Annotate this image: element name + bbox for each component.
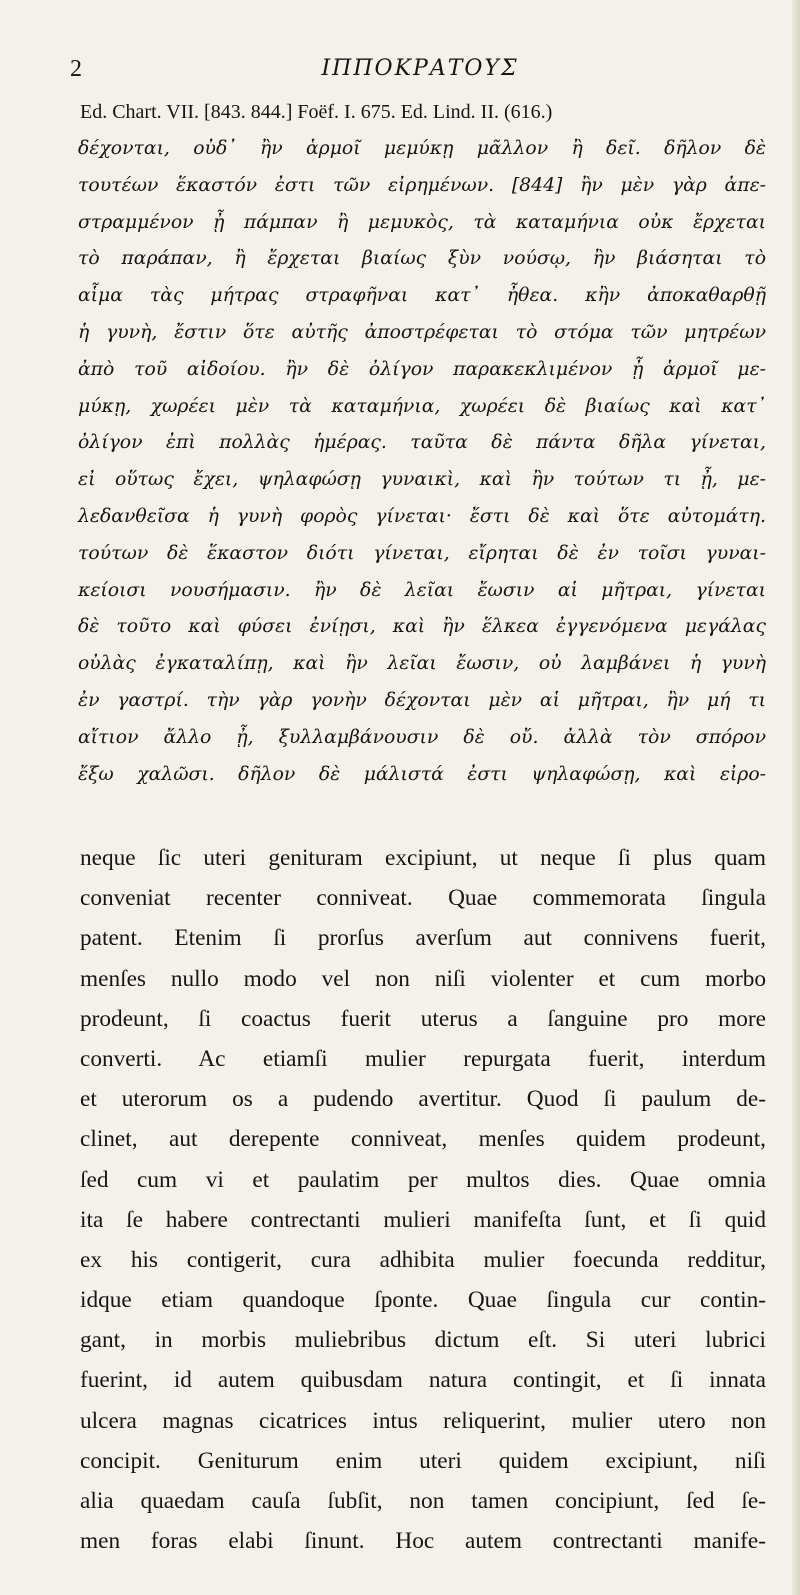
latin-text-line: ulcera magnas cicatrices intus reliquerint, mulier utero non xyxy=(80,1407,766,1434)
greek-text-line: λεδανθεῖσα ἡ γυνὴ φορὸς γίνεται· ἔστι δὲ καὶ ὅτε αὐτομάτη. xyxy=(78,505,766,527)
greek-text-line: εἰ οὕτως ἔχει, ψηλαφώσῃ γυναικὶ, καὶ ἢν τούτων τι ᾖ, με- xyxy=(78,469,766,491)
latin-text-line: neque ſic uteri genituram excipiunt, ut neque ſi plus quam xyxy=(80,845,766,871)
scan-edge-shadow xyxy=(792,0,800,1595)
greek-text-line: ἐν γαστρί. τὴν γὰρ γονὴν δέχονται μὲν αἱ μῆτραι, ἢν μή τι xyxy=(78,689,766,711)
greek-text-line: ἀπὸ τοῦ αἰδοίου. ἢν δὲ ὀλίγον παρακεκλιμένον ᾖ ἁρμοῖ με- xyxy=(78,358,766,380)
greek-text-line: τουτέων ἕκαστόν ἐστι τῶν εἰρημένων. [844] ἢν μὲν γὰρ ἀπε- xyxy=(78,174,766,196)
greek-text-line: αἴτιον ἄλλο ᾖ, ξυλλαμβάνουσιν δὲ οὔ. ἀλλὰ τὸν σπόρον xyxy=(78,726,766,748)
greek-text-line: ὀλίγον ἐπὶ πολλὰς ἡμέρας. ταῦτα δὲ πάντα δῆλα γίνεται, xyxy=(78,432,766,454)
latin-text-line: patent. Etenim ſi prorſus averſum aut connivens fuerit, xyxy=(80,925,766,952)
greek-text-line: δὲ τοῦτο καὶ φύσει ἐνίῃσι, καὶ ἢν ἕλκεα ἐγγενόμενα μεγάλας xyxy=(78,616,766,638)
greek-text-line: δέχονται, οὐδ᾽ ἢν ἁρμοῖ μεμύκῃ μᾶλλον ἢ δεῖ. δῆλον δὲ xyxy=(78,138,766,159)
latin-text-line: alia quaedam cauſa ſubſit, non tamen concipiunt, ſed ſe- xyxy=(80,1488,766,1514)
page-header xyxy=(70,52,770,86)
page-number: 2 xyxy=(70,56,82,82)
greek-text-line: τὸ παράπαν, ἢ ἔρχεται βιαίως ξὺν νούσῳ, ἢν βιάσηται τὸ xyxy=(78,248,766,270)
latin-text-line: ex his contigerit, cura adhibita mulier foecunda redditur, xyxy=(80,1246,766,1273)
latin-text-line: fuerint, id autem quibusdam natura contingit, et ſi innata xyxy=(80,1367,766,1394)
edition-reference-line: Ed. Chart. VII. [843. 844.] Foëf. I. 675. Ed. Lind. II. (616.) xyxy=(80,101,553,123)
latin-text-line: ſed cum vi et paulatim per multos dies. Quae omnia xyxy=(80,1166,766,1193)
latin-text-line: prodeunt, ſi coactus fuerit uterus a ſanguine pro more xyxy=(80,1005,766,1032)
latin-text-line: converti. Ac etiamſi mulier repurgata fuerit, interdum xyxy=(80,1045,766,1072)
latin-text-line: conveniat recenter conniveat. Quae commemorata ſingula xyxy=(80,885,766,912)
latin-text-line: menſes nullo modo vel non niſi violenter et cum morbo xyxy=(80,965,766,992)
greek-text-block xyxy=(78,131,766,793)
latin-text-block xyxy=(80,838,766,1561)
greek-text-line: στραμμένον ᾖ πάμπαν ἢ μεμυκὸς, τὰ καταμήνια οὐκ ἔρχεται xyxy=(78,211,766,233)
greek-text-line: αἷμα τὰς μήτρας στραφῆναι κατ᾽ ἦθεα. κἢν ἀποκαθαρθῇ xyxy=(78,285,766,307)
greek-text-line: τούτων δὲ ἕκαστον διότι γίνεται, εἴρηται δὲ ἐν τοῖσι γυναι- xyxy=(78,542,766,564)
latin-text-line: men foras elabi ſinunt. Hoc autem contrectanti manife- xyxy=(80,1528,766,1555)
greek-text-line: ἔξω χαλῶσι. δῆλον δὲ μάλιστά ἐστι ψηλαφώσῃ, καὶ εἰρο- xyxy=(78,763,766,785)
latin-text-line: et uterorum os a pudendo avertitur. Quod ſi paulum de- xyxy=(80,1086,766,1113)
latin-text-line: concipit. Geniturum enim uteri quidem excipiunt, niſi xyxy=(80,1447,766,1474)
latin-text-line: gant, in morbis muliebribus dictum eſt. Si uteri lubrici xyxy=(80,1327,766,1354)
greek-text-line: οὐλὰς ἐγκαταλίπῃ, καὶ ἢν λεῖαι ἔωσιν, οὐ λαμβάνει ἡ γυνὴ xyxy=(78,653,766,675)
greek-text-line: ἡ γυνὴ, ἔστιν ὅτε αὐτῆς ἀποστρέφεται τὸ στόμα τῶν μητρέων xyxy=(78,321,766,343)
latin-text-line: ita ſe habere contrectanti mulieri manifeſta ſunt, et ſi quid xyxy=(80,1206,766,1233)
latin-text-line: idque etiam quandoque ſponte. Quae ſingula cur contin- xyxy=(80,1287,766,1314)
greek-text-line: κείοισι νουσήμασιν. ἢν δὲ λεῖαι ἔωσιν αἱ μῆτραι, γίνεται xyxy=(78,579,766,601)
running-title: ΙΠΠΟΚΡΑΤΟΥΣ xyxy=(321,56,519,81)
latin-text-line: clinet, aut derepente conniveat, menſes quidem prodeunt, xyxy=(80,1126,766,1153)
greek-text-line: μύκῃ, χωρέει μὲν τὰ καταμήνια, χωρέει δὲ βιαίως καὶ κατ᾽ xyxy=(78,395,766,417)
